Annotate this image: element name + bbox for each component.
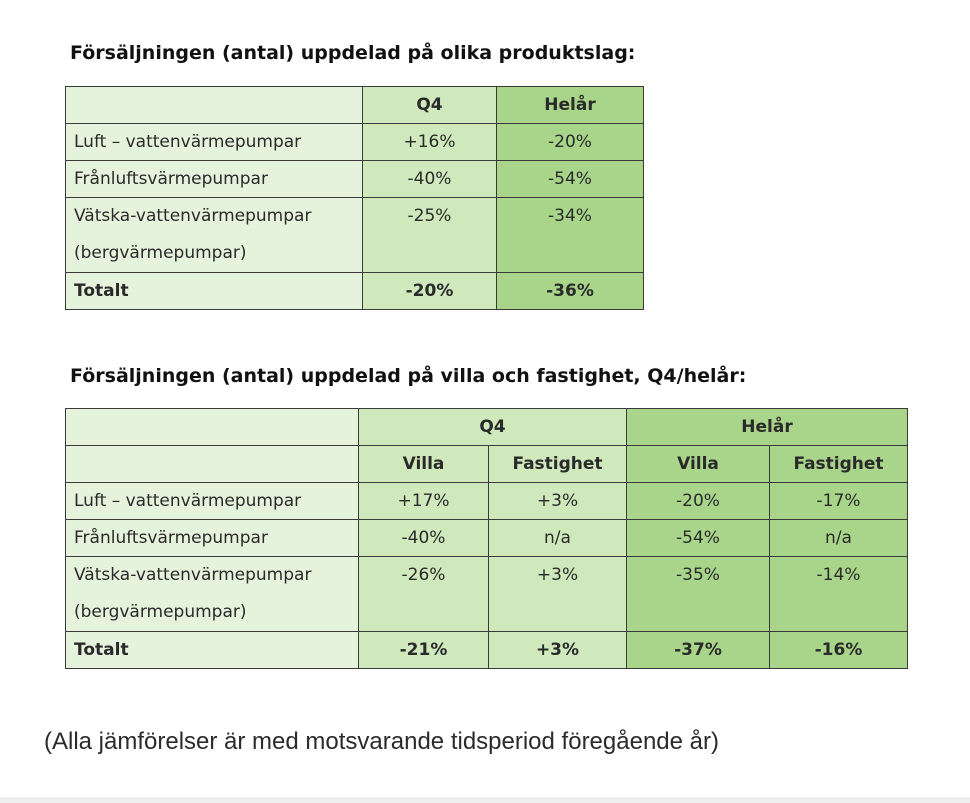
row-label-line2: (bergvärmepumpar) xyxy=(74,243,247,263)
table-row xyxy=(66,520,908,557)
total-label: Totalt xyxy=(66,632,359,669)
helar-fastighet-value: n/a xyxy=(770,520,908,557)
helar-villa-total: -37% xyxy=(627,632,770,669)
table-row xyxy=(66,161,644,198)
total-label: Totalt xyxy=(66,273,363,310)
helar-fastighet-value: -17% xyxy=(770,483,908,520)
q4-fastighet-value: +3% xyxy=(489,483,627,520)
footnote: (Alla jämförelser är med motsvarande tidsperiod föregående år) xyxy=(44,728,719,755)
header-q4: Q4 xyxy=(363,87,497,124)
row-label xyxy=(66,198,363,273)
header-empty-cell xyxy=(66,409,359,446)
helar-villa-value: -35% xyxy=(627,557,770,632)
table-row xyxy=(66,198,644,273)
helar-value: -34% xyxy=(497,198,644,273)
group-header-q4: Q4 xyxy=(359,409,627,446)
q4-villa-value: -40% xyxy=(359,520,489,557)
group-header-row xyxy=(66,409,908,446)
q4-value: -25% xyxy=(363,198,497,273)
q4-villa-total: -21% xyxy=(359,632,489,669)
sub-header-fastighet: Fastighet xyxy=(770,446,908,483)
q4-villa-value: +17% xyxy=(359,483,489,520)
row-label: Frånluftsvärmepumpar xyxy=(66,161,363,198)
group-header-helar: Helår xyxy=(627,409,908,446)
q4-value: +16% xyxy=(363,124,497,161)
sub-header-row xyxy=(66,446,908,483)
villa-fastighet-table xyxy=(65,408,908,669)
helar-fastighet-total: -16% xyxy=(770,632,908,669)
sub-header-villa: Villa xyxy=(359,446,489,483)
row-label-line1: Vätska-vattenvärmepumpar xyxy=(74,206,312,226)
table-row xyxy=(66,124,644,161)
helar-value: -54% xyxy=(497,161,644,198)
row-label-line1: Vätska-vattenvärmepumpar xyxy=(74,565,312,585)
table-row xyxy=(66,557,908,632)
table-header-row xyxy=(66,87,644,124)
row-label: Frånluftsvärmepumpar xyxy=(66,520,359,557)
q4-fastighet-total: +3% xyxy=(489,632,627,669)
q4-fastighet-value: +3% xyxy=(489,557,627,632)
row-label-line2: (bergvärmepumpar) xyxy=(74,602,247,622)
helar-villa-value: -54% xyxy=(627,520,770,557)
header-empty-cell xyxy=(66,87,363,124)
table1-title: Försäljningen (antal) uppdelad på olika produktslag: xyxy=(70,42,636,64)
helar-total: -36% xyxy=(497,273,644,310)
total-row xyxy=(66,632,908,669)
row-label: Luft – vattenvärmepumpar xyxy=(66,483,359,520)
table-row xyxy=(66,483,908,520)
sub-header-fastighet: Fastighet xyxy=(489,446,627,483)
q4-fastighet-value: n/a xyxy=(489,520,627,557)
row-label xyxy=(66,557,359,632)
total-row xyxy=(66,273,644,310)
helar-value: -20% xyxy=(497,124,644,161)
header-empty-cell xyxy=(66,446,359,483)
helar-fastighet-value: -14% xyxy=(770,557,908,632)
bottom-divider xyxy=(0,797,970,803)
q4-villa-value: -26% xyxy=(359,557,489,632)
q4-total: -20% xyxy=(363,273,497,310)
q4-value: -40% xyxy=(363,161,497,198)
product-type-table xyxy=(65,86,644,310)
sub-header-villa: Villa xyxy=(627,446,770,483)
table2-title: Försäljningen (antal) uppdelad på villa och fastighet, Q4/helår: xyxy=(70,365,747,387)
header-helar: Helår xyxy=(497,87,644,124)
helar-villa-value: -20% xyxy=(627,483,770,520)
row-label: Luft – vattenvärmepumpar xyxy=(66,124,363,161)
